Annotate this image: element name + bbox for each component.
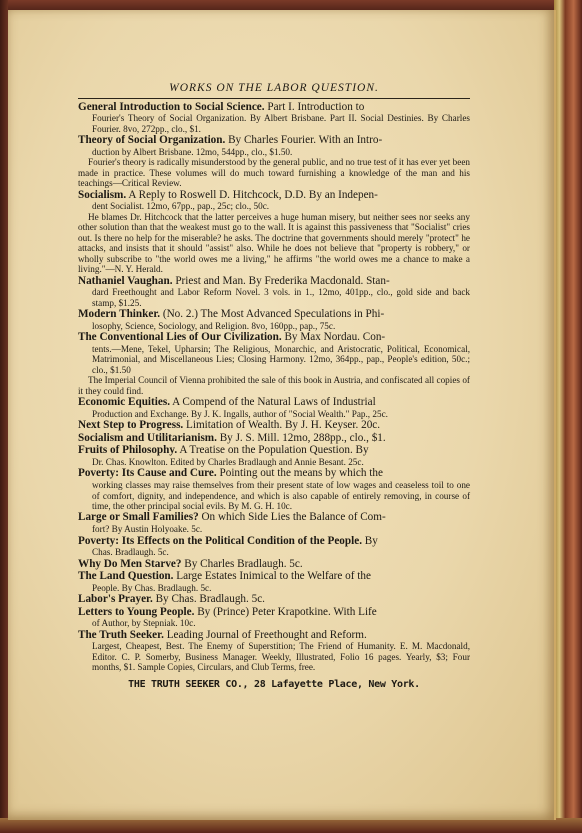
book-entry [78,629,470,673]
book-description: (No. 2.) The Most Advanced Speculations in Phi- [160,308,385,321]
book-description: By Max Nordau. Con- [281,331,386,344]
book-description: Pointing out the means by which the [216,467,383,480]
book-description: By Charles Fourier. With an Intro- [225,134,383,147]
book-entry [78,308,470,331]
book-title: The Conventional Lies of Our Civilization. [78,331,282,344]
book-description: By Chas. Bradlaugh. 5c. [152,593,265,606]
book-entry [78,134,470,188]
book-details: Chas. Bradlaugh. 5c. [92,547,169,558]
publisher-imprint: THE TRUTH SEEKER CO., 28 Lafayette Place, New York. [128,678,420,690]
book-details: of Author, by Stepniak. 10c. [92,618,196,629]
book-description: Part I. Introduction to [264,100,365,113]
book-entry [78,511,470,534]
book-details: tents.—Mene, Tekel, Upharsin; The Religious, Monarchic, and Aristocratic, Political, Economical, Matrimonial, and Miscellaneous Lies; Closing Harmony. 12mo, 364pp., pap., People's edition, 50c.; clo., $1.50 [92,343,470,375]
running-head: WORKS ON THE LABOR QUESTION. [78,82,470,99]
book-entry [78,396,470,419]
book-binding-bottom [0,818,582,833]
book-details: dent Socialist. 12mo, 67pp., pap., 25c; clo., 50c. [92,201,270,212]
book-details: Production and Exchange. By J. K. Ingalls, author of "Social Wealth." Pap., 25c. [92,408,388,419]
book-title: Fruits of Philosophy. [78,444,178,457]
review-quote: Fourier's theory is radically misunderstood by the general public, and no true test of it has ever yet been made in practice. These volumes will do much toward furnishing a knowledge of the man and his teachings—Critical Review. [78,157,470,189]
page-content [78,82,470,690]
book-title: Poverty: Its Effects on the Political Condition of the People. [78,534,362,547]
book-title: Economic Equities. [78,396,170,409]
book-entry [78,101,470,135]
book-title: Theory of Social Organization. [78,134,226,147]
book-binding-left [0,0,8,833]
book-details: losophy, Science, Sociology, and Religion. 8vo, 160pp., pap., 75c. [92,320,336,331]
book-details: Fourier's Theory of Social Organization. By Albert Brisbane. Part II. Social Destinies. By Charles Fourier. 8vo, 272pp., clo., $1. [92,113,470,134]
book-entry [78,275,470,309]
book-description: A Reply to Roswell D. Hitchcock, D.D. By an Indepen- [126,188,378,201]
book-entry [78,444,470,467]
book-entry [78,606,470,629]
book-description: By [362,534,378,547]
book-title: Large or Small Families? [78,511,199,524]
book-entry [78,593,470,606]
book-description: A Treatise on the Population Question. By [177,444,369,457]
book-description: A Compend of the Natural Laws of Industrial [170,396,376,409]
book-title: Labor's Prayer. [78,593,153,606]
review-quote: The Imperial Council of Vienna prohibited the sale of this book in Austria, and confiscated all copies of it they could find. [78,375,470,396]
book-description: By J. S. Mill. 12mo, 288pp., clo., $1. [216,431,386,444]
book-details: duction by Albert Brisbane. 12mo, 544pp., clo., $1.50. [92,146,293,157]
book-details: Largest, Cheapest, Best. The Enemy of Superstition; The Friend of Humanity. E. M. Macdonald, Editor. C. P. Somerby, Business Manager. Weekly, Illustrated, Folio 16 pages. Yearly, $3; Four months, $1. Sample Copies, Circulars, and Club Terms, free. [92,641,470,673]
book-title: The Land Question. [78,570,174,583]
book-details: fort? By Austin Holyoake. 5c. [92,524,203,535]
book-title: Nathaniel Vaughan. [78,274,173,287]
book-description: On which Side Lies the Balance of Com- [198,511,386,524]
book-entry [78,535,470,558]
book-description: Leading Journal of Freethought and Reform. [163,628,367,641]
book-entry [78,189,470,275]
book-entry [78,467,470,511]
book-description: Limitation of Wealth. By J. H. Keyser. 20c. [183,419,381,432]
book-title: Why Do Men Starve? [78,557,182,570]
book-title: The Truth Seeker. [78,628,164,641]
review-quote: He blames Dr. Hitchcock that the latter perceives a huge human misery, but neither sees nor seeks any other solution than that the weakest must go to the wall. It is against this passiveness that "Socialist" cries out. Is there no help for the miserable? he asks. The doctrine that governments should merely "protect" he attacks, and insists that it should "assist" also. While he does not believe that "property is robbery," or wholly subscribe to "the world owes me a living," he affirms "the world owes me a chance to make a living."—N. Y. Herald. [78,211,470,275]
book-title: Socialism and Utilitarianism. [78,431,217,444]
book-entry [78,570,470,593]
book-entry [78,331,470,396]
book-title: Modern Thinker. [78,308,161,321]
book-details: People. By Chas. Bradlaugh. 5c. [92,582,212,593]
book-title: Poverty: Its Cause and Cure. [78,467,217,480]
book-details: Dr. Chas. Knowlton. Edited by Charles Bradlaugh and Annie Besant. 25c. [92,457,364,467]
book-entry [78,419,470,432]
book-title: Letters to Young People. [78,605,195,618]
book-title: Socialism. [78,188,127,201]
book-description: By Charles Bradlaugh. 5c. [181,557,303,570]
book-title: Next Step to Progress. [78,419,184,432]
book-description: Priest and Man. By Frederika Macdonald. Stan- [172,274,390,287]
book-title: General Introduction to Social Science. [78,100,265,113]
book-entry [78,432,470,445]
book-description: By (Prince) Peter Krapotkine. With Life [194,605,377,618]
book-details: working classes may raise themselves from their present state of low wages and ceaseless toil to one of comfort, dignity, and independence, and which is also capable of entirely removing, in course of time, the other principal social evils. By M. G. H. 10c. [92,480,470,511]
book-entry [78,558,470,571]
book-description: Large Estates Inimical to the Welfare of the [173,570,371,583]
book-details: dard Freethought and Labor Reform Novel. 3 vols. in 1., 12mo, 401pp., clo., gold side and back stamp, $1.25. [92,287,470,308]
book-binding-right [554,0,582,833]
